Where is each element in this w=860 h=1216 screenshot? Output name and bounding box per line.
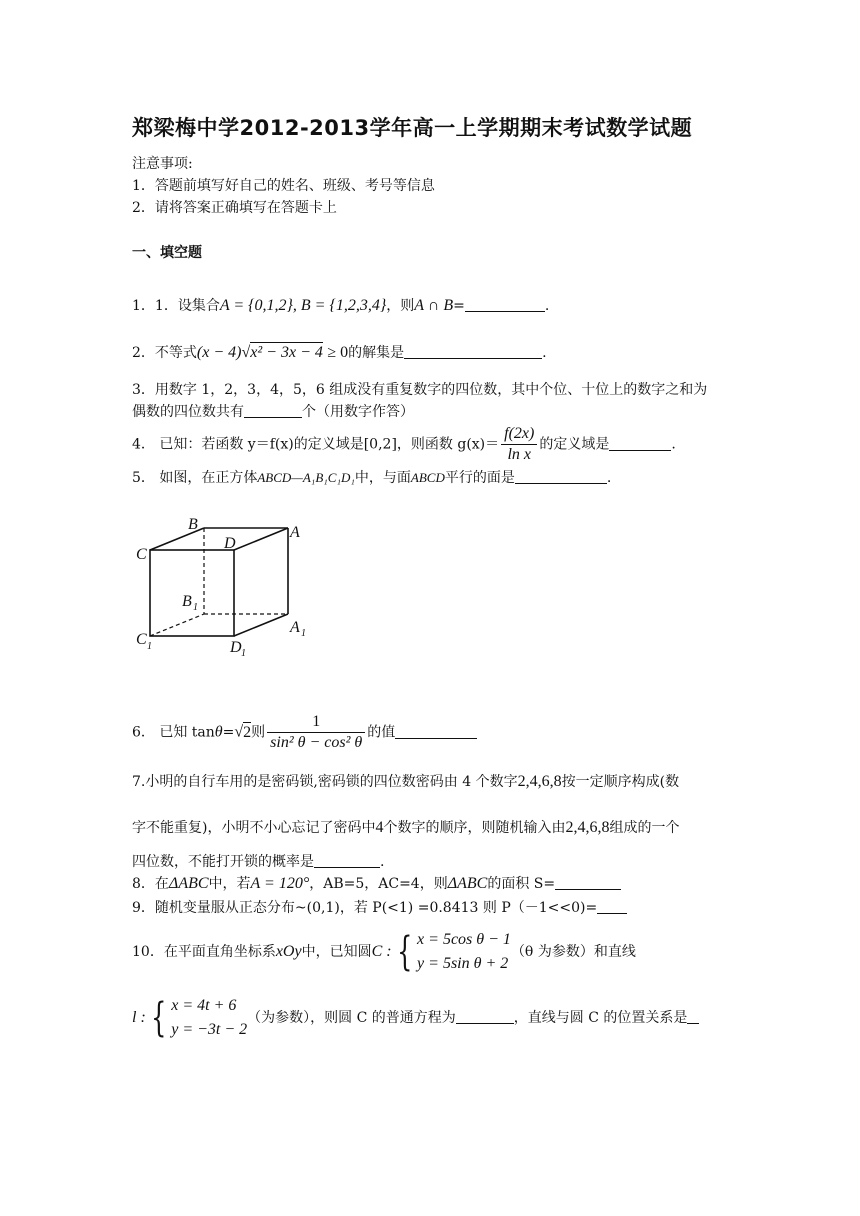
answer-blank (597, 899, 627, 914)
question-9: 9．随机变量服从正态分布~(0,1)，若 P(<1) =0.8413 则 P（－1<<0)= (132, 898, 627, 918)
question-7-line1: 7.小明的自行车用的是密码锁,密码锁的四位数密码由 4 个数字2,4,6,8按一定顺序构成(数 (132, 773, 680, 790)
answer-blank (244, 403, 302, 418)
answer-blank (465, 297, 545, 312)
question-10-line2: l : { x = 4t + 6 y = −3t − 2 （为参数），则圆 C 的普通方程为 ，直线与圆 C 的位置关系是 (132, 994, 699, 1042)
answer-blank (456, 1009, 514, 1024)
question-1: 1．1．设集合A = {0,1,2}, B = {1,2,3,4}，则A ∩ B= . (132, 297, 550, 314)
notice-item-1: 1．答题前填写好自己的姓名、班级、考号等信息 (132, 178, 435, 194)
cube-hidden-edge (150, 614, 204, 636)
notice-item-2: 2．请将答案正确填写在答题卡上 (132, 200, 337, 216)
answer-blank (687, 1009, 699, 1024)
question-6: 6． 已知 tanθ=√2则 $\frac{1}{\text{sin² θ − cos² θ}}$ 的值 (132, 712, 477, 753)
label-B1: B (182, 593, 192, 610)
answer-blank (555, 875, 621, 890)
question-10-line1: 10．在平面直角坐标系xOy中，已知圆C : { x = 5cos θ − 1 y = 5sin θ + 2 （θ 为参数）和直线 (132, 929, 636, 975)
answer-blank (515, 469, 607, 484)
page-title: 郑梁梅中学2012-2013学年高一上学期期末考试数学试题 (132, 116, 693, 140)
cube-edge (234, 614, 288, 636)
cube-figure (130, 510, 320, 660)
cube-front-face (150, 550, 234, 636)
notice-heading: 注意事项: (132, 156, 193, 172)
question-8: 8．在ΔABC中，若A = 120°，AB=5，AC=4，则ΔABC的面积 S= (132, 874, 621, 894)
answer-blank (314, 853, 380, 868)
label-sub: 1 (147, 641, 152, 652)
equation-system: x = 5cos θ − 1 y = 5sin θ + 2 (417, 931, 511, 972)
label-sub: 1 (241, 648, 246, 659)
question-5: 5． 如图，在正方体ABCD—A₁B₁C₁D₁中，与面ABCD平行的面是 . (132, 470, 612, 486)
fraction: $\frac{1}{\text{sin² θ − cos² θ}}$ (267, 712, 365, 753)
cube-edge (234, 528, 288, 550)
label-C: C (136, 546, 147, 563)
label-A: A (290, 524, 300, 541)
question-3-line2: 偶数的四位数共有 个（用数字作答） (132, 404, 414, 420)
fraction: $\frac{f(2x)}{\text{ln x}}$ (501, 424, 537, 465)
label-D: D (224, 535, 236, 552)
label-C1: C (136, 631, 147, 648)
question-2: 2．不等式(x − 4)√x² − 3x − 4 ≥ 0的解集是 . (132, 344, 547, 361)
question-4: 4． 已知：若函数 y＝f(x)的定义域是[0,2]，则函数 g(x)＝ $\frac{f(2x)}{\text{ln x}}$ 的定义域是 . (132, 425, 676, 463)
label-sub: 1 (301, 628, 306, 639)
label-B: B (188, 516, 198, 533)
answer-blank (404, 344, 542, 359)
question-3-line1: 3．用数字 1，2，3，4，5，6 组成没有重复数字的四位数，其中个位、十位上的数字之和为 (132, 382, 708, 398)
equation-system: x = 4t + 6 y = −3t − 2 (171, 997, 248, 1038)
section-heading-fill-blank: 一、填空题 (132, 245, 202, 261)
label-D1: D (230, 639, 242, 656)
question-7-line2: 字不能重复)，小明不小心忘记了密码中4个数字的顺序，则随机输入由2,4,6,8组成的一个 (132, 819, 680, 836)
answer-blank (395, 724, 477, 739)
label-A1: A (290, 619, 300, 636)
question-7-line3: 四位数，不能打开锁的概率是 . (132, 854, 385, 870)
label-sub: 1 (193, 602, 198, 613)
answer-blank (609, 436, 671, 451)
